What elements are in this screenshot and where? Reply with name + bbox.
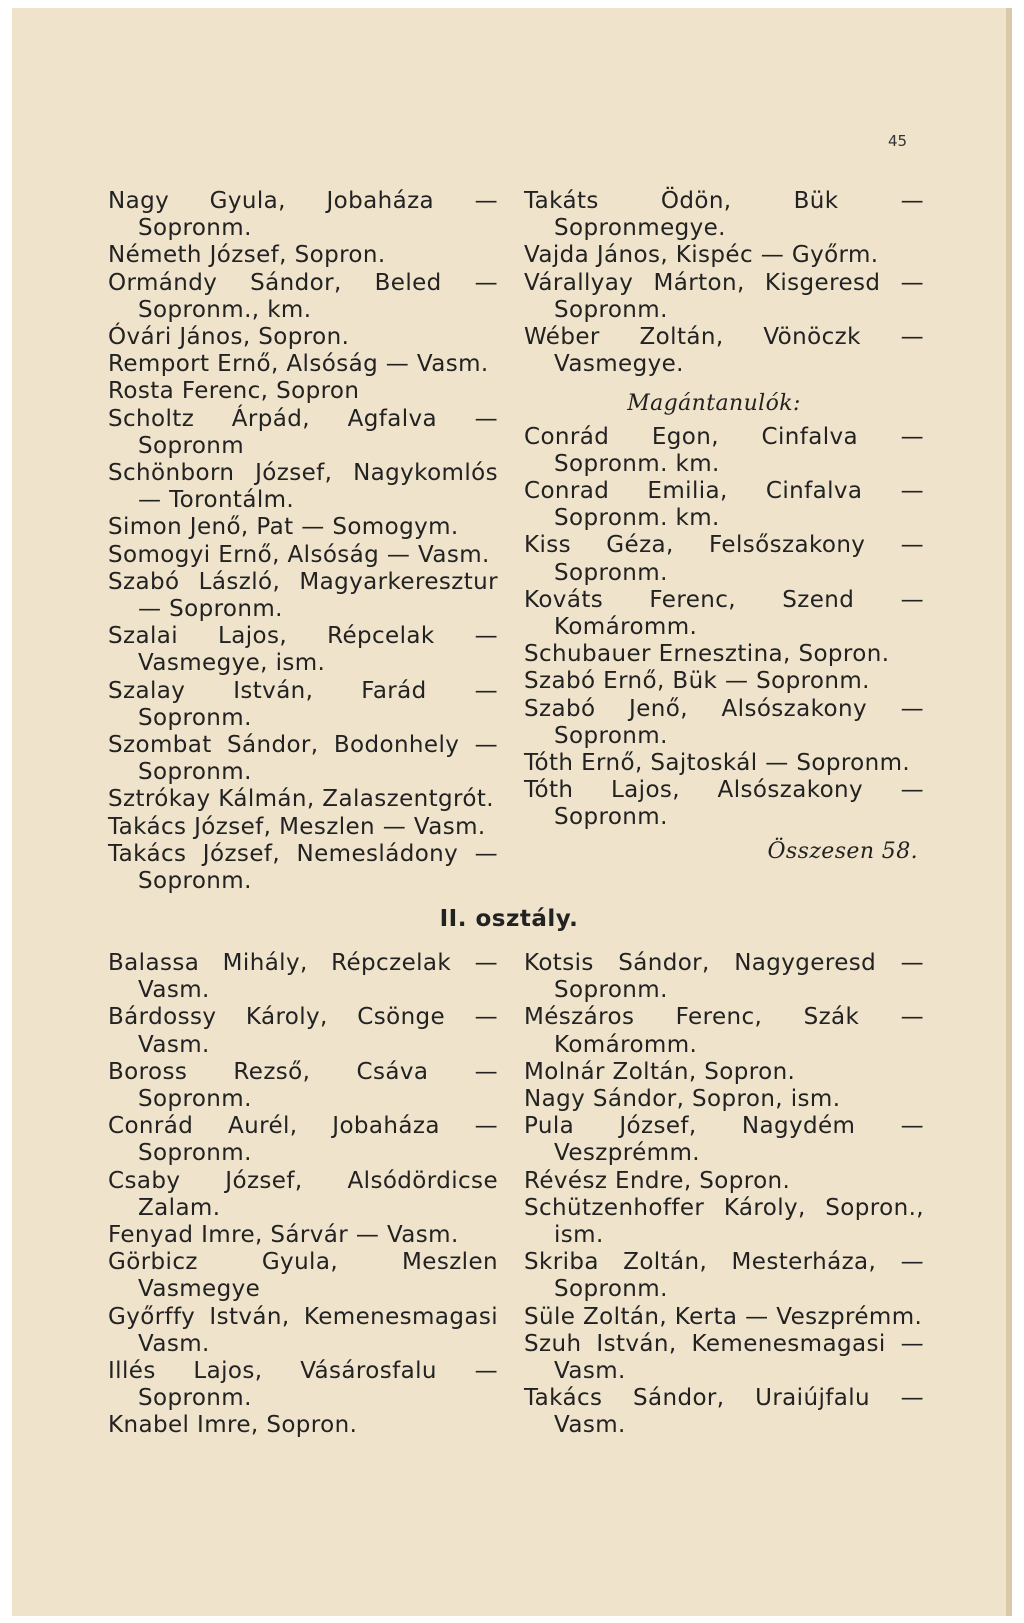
first-section-right-column (524, 188, 924, 865)
student-entry: Scholtz Árpád, Agfalva — Sopronm (108, 405, 498, 459)
student-entry: Takács József, Meszlen — Vasm. (108, 813, 486, 840)
private-student-entry: Schubauer Ernesztina, Sopron. (524, 641, 890, 668)
student-entry: Boross Rezső, Csáva — Sopronm. (108, 1058, 498, 1113)
student-entry: Óvári János, Sopron. (108, 324, 350, 351)
private-students-heading: Magántanulók: (627, 391, 801, 417)
private-student-entry: Conrád Egon, Cinfalva — Sopronm. km. (524, 423, 924, 477)
class-two-heading: II. osztály. (439, 906, 579, 932)
private-student-entry: Tóth Lajos, Alsószakony — Sopronm. (524, 777, 924, 831)
student-entry: Pula József, Nagydém — Veszprémm. (524, 1113, 924, 1167)
student-entry: Süle Zoltán, Kerta — Veszprémm. (524, 1303, 923, 1330)
student-entry: Szabó László, Magyarkeresztur — Sopronm. (108, 568, 498, 623)
student-entry: Kotsis Sándor, Nagygeresd — Sopronm. (524, 950, 924, 1004)
student-entry: Sztrókay Kálmán, Zalaszentgrót. (108, 786, 494, 813)
student-entry: Conrád Aurél, Jobaháza — Sopronm. (108, 1113, 498, 1167)
student-entry: Győrffy István, Kemenesmagasi Vasm. (108, 1303, 498, 1357)
student-entry: Balassa Mihály, Répczelak — Vasm. (108, 950, 498, 1004)
student-entry: Mészáros Ferenc, Szák — Komáromm. (524, 1004, 924, 1058)
student-entry: Csaby József, Alsódördicse Zalam. (108, 1167, 498, 1221)
student-entry: Bárdossy Károly, Csönge — Vasm. (108, 1004, 498, 1058)
student-entry: Ormándy Sándor, Beled — Sopronm., km. (108, 269, 498, 323)
student-entry: Skriba Zoltán, Mesterháza, — Sopronm. (524, 1249, 924, 1303)
private-student-entry: Tóth Ernő, Sajtoskál — Sopronm. (524, 750, 911, 777)
student-entry: Szombat Sándor, Bodonhely — Sopronm. (108, 732, 498, 786)
student-entry: Fenyad Imre, Sárvár — Vasm. (108, 1222, 459, 1249)
student-entry: Somogyi Ernő, Alsóság — Vasm. (108, 541, 490, 568)
student-entry: Révész Endre, Sopron. (524, 1167, 791, 1194)
student-entry: Remport Ernő, Alsóság — Vasm. (108, 351, 489, 378)
student-entry: Takács József, Nemesládony — Sopronm. (108, 840, 498, 895)
student-entry: Nagy Gyula, Jobaháza — Sopronm. (108, 188, 498, 242)
student-entry: Wéber Zoltán, Vönöczk — Vasmegye. (524, 324, 924, 378)
page-number: 45 (888, 132, 908, 150)
student-entry: Takács Sándor, Uraiújfalu — Vasm. (524, 1385, 924, 1439)
student-entry: Schützenhoffer Károly, Sopron., ism. (524, 1194, 924, 1249)
private-student-entry: Szabó Ernő, Bük — Sopronm. (524, 668, 870, 695)
student-entry: Németh József, Sopron. (108, 242, 386, 269)
student-entry: Simon Jenő, Pat — Somogym. (108, 514, 459, 541)
document-page (12, 8, 1012, 1616)
student-entry: Illés Lajos, Vásárosfalu — Sopronm. (108, 1358, 498, 1412)
student-entry: Schönborn József, Nagykomlós — Torontálm. (108, 460, 498, 514)
private-student-entry: Kiss Géza, Felsőszakony — Sopronm. (524, 532, 924, 586)
student-entry: Szalai Lajos, Répcelak — Vasmegye, ism. (108, 623, 498, 677)
student-entry: Várallyay Márton, Kisgeresd — Sopronm. (524, 269, 924, 323)
total-count: Összesen 58. (767, 838, 918, 864)
private-student-entry: Szabó Jenő, Alsószakony — Sopronm. (524, 695, 924, 749)
student-entry: Takáts Ödön, Bük — Sopronmegye. (524, 188, 924, 242)
student-entry: Szalay István, Farád — Sopronm. (108, 677, 498, 731)
student-entry: Molnár Zoltán, Sopron. (524, 1058, 796, 1085)
student-entry: Vajda János, Kispéc — Győrm. (524, 242, 879, 269)
student-entry: Knabel Imre, Sopron. (108, 1412, 358, 1439)
student-entry: Nagy Sándor, Sopron, ism. (524, 1086, 841, 1113)
private-student-entry: Conrad Emilia, Cinfalva — Sopronm. km. (524, 478, 924, 532)
private-student-entry: Kováts Ferenc, Szend — Komáromm. (524, 586, 924, 641)
student-entry: Szuh István, Kemenesmagasi — Vasm. (524, 1330, 924, 1385)
second-section-left-column (108, 950, 498, 1440)
student-entry: Rosta Ferenc, Sopron (108, 378, 360, 405)
student-entry: Görbicz Gyula, Meszlen Vasmegye (108, 1249, 498, 1303)
second-section-right-column (524, 950, 924, 1440)
first-section-left-column (108, 188, 498, 895)
